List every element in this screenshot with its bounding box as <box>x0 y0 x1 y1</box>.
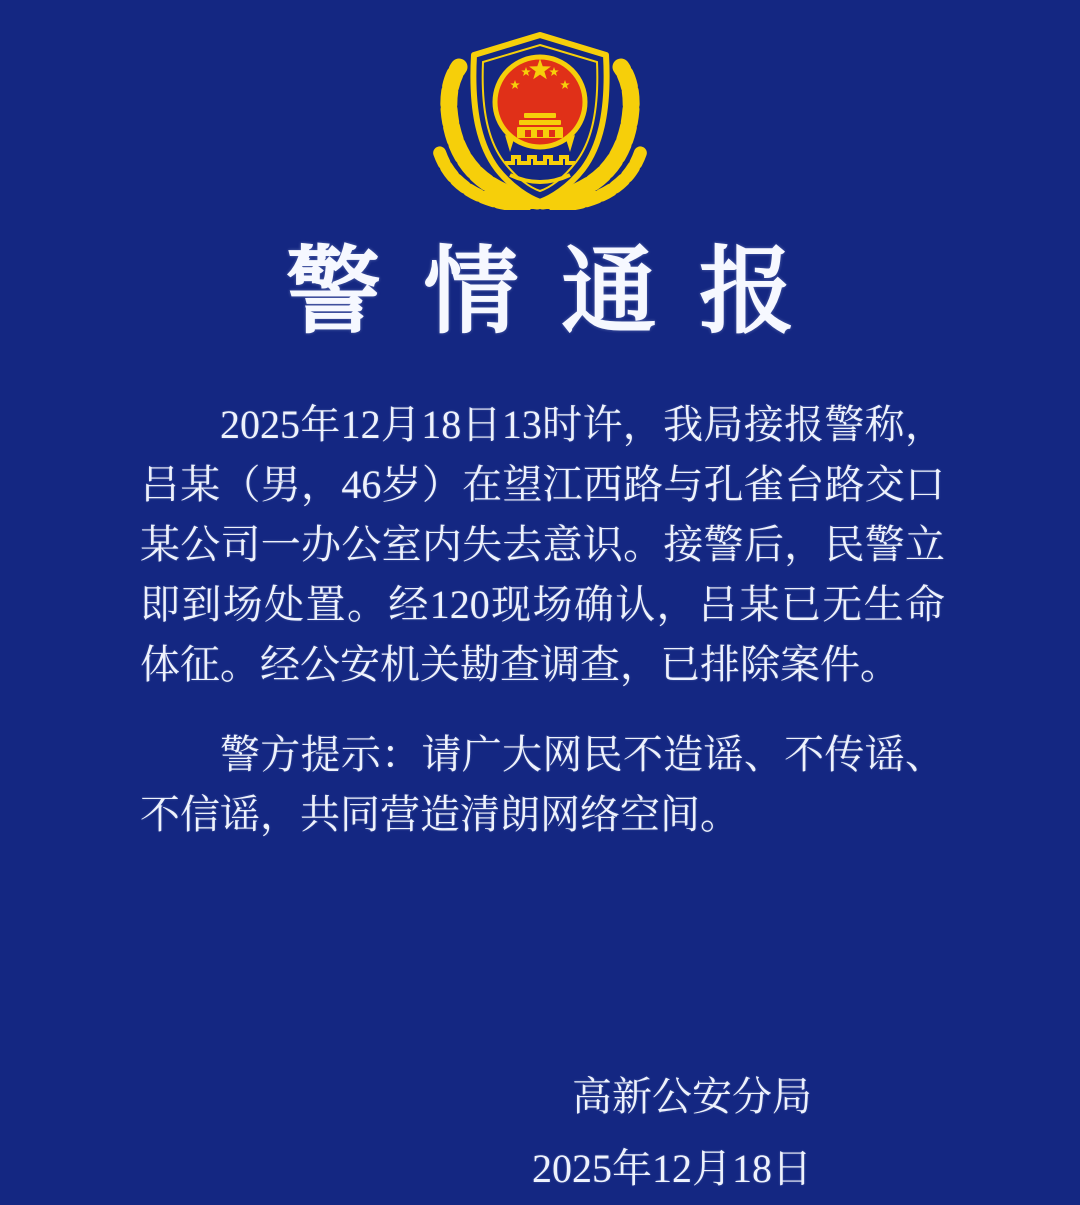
notice-paragraph-1: 2025年12月18日13时许，我局接报警称，吕某（男，46岁）在望江西路与孔雀台路交口某公司一办公室内失去意识。接警后，民警立即到场处置。经120现场确认，吕某已无生命体征。经公安机关勘查调查，已排除案件。 <box>140 402 945 687</box>
signature-block <box>0 1074 1080 1191</box>
police-badge-icon <box>425 25 655 210</box>
issue-date: 2025年12月18日 <box>532 1146 812 1191</box>
notice-title: 警情通报 <box>285 239 837 345</box>
police-notice-page <box>0 25 1080 1205</box>
notice-body <box>0 395 1080 845</box>
notice-paragraph-2: 警方提示：请广大网民不造谣、不传谣、不信谣，共同营造清朗网络空间。 <box>140 732 945 837</box>
issuer-name: 高新公安分局 <box>572 1074 812 1119</box>
